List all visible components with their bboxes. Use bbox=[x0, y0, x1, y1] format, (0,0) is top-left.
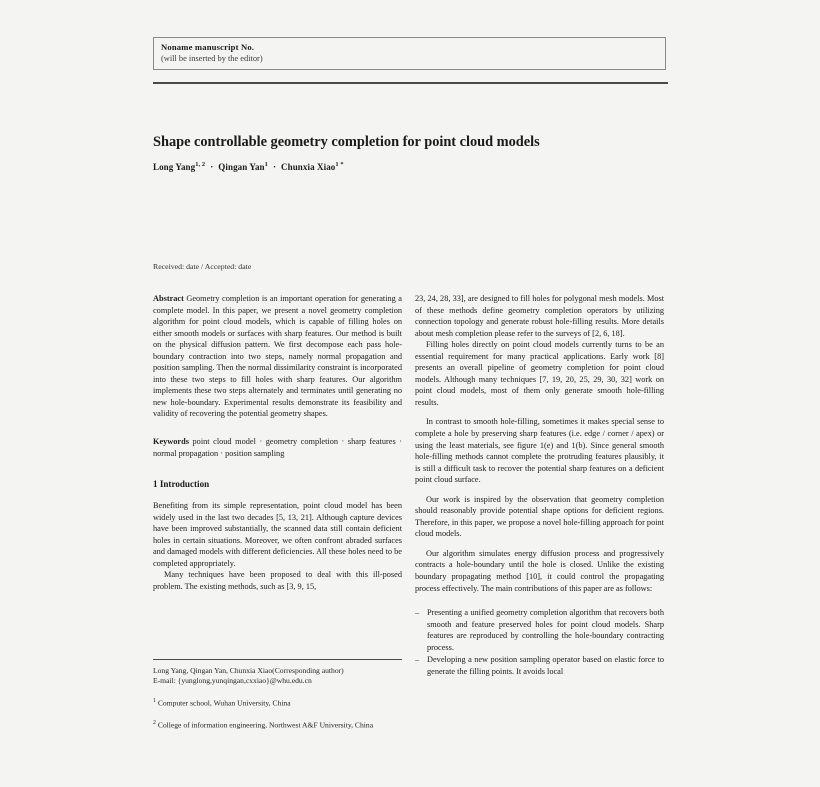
noname-manuscript-box bbox=[153, 37, 666, 70]
affiliation-marker: 1 bbox=[153, 697, 156, 704]
author-separator: · bbox=[272, 162, 277, 172]
author-entry bbox=[218, 162, 268, 172]
footnote-block bbox=[153, 659, 402, 731]
left-column bbox=[153, 293, 402, 592]
abstract-paragraph bbox=[153, 293, 402, 420]
list-item bbox=[415, 607, 664, 653]
keywords-paragraph bbox=[153, 436, 402, 459]
keywords-block bbox=[153, 436, 402, 459]
intro-paragraph-1: Benefiting from its simple representation, point cloud model has been widely used in the last two decades [5, 13, 21]. Although capture devices have been improved substantially, the scanned data still contain deficient holes in certain situations. Moreover, we often confront abraded surfaces and damaged models with different deficiencies. All these holes need to be completed appropriately. bbox=[153, 501, 402, 568]
page-title: Shape controllable geometry completion for point cloud models bbox=[153, 133, 540, 150]
footnote-divider-rule bbox=[153, 659, 402, 660]
author-entry bbox=[153, 162, 205, 172]
list-item-text: Developing a new position sampling operator based on elastic force to generate the filling points. It avoids local bbox=[427, 655, 664, 676]
bullet-marker: – bbox=[415, 655, 420, 665]
introduction-heading-block bbox=[153, 478, 402, 490]
author-separator: · bbox=[210, 162, 214, 172]
author-name: Qingan Yan bbox=[218, 162, 265, 172]
footnote-authors-line: Long Yang, Qingan Yan, Chunxia Xiao(Corresponding author) bbox=[153, 666, 344, 675]
paper-page bbox=[153, 0, 668, 787]
noname-manuscript-subtitle: (will be inserted by the editor) bbox=[161, 54, 263, 63]
header-divider-rule bbox=[153, 82, 668, 84]
abstract-label: Abstract bbox=[153, 294, 184, 303]
intro-paragraph-4: In contrast to smooth hole-filling, sometimes it makes special sense to complete a hole by preserving sharp features (i.e. edge / corner / apex) or using the least materials, see figure 1(e) and 1(b). Since general smooth hole-filling methods cannot complete the protruding features plausibly, it is still a difficult task to recover the potential sharp features on a deficient point cloud surface. bbox=[415, 417, 664, 485]
contributions-list bbox=[415, 607, 664, 677]
list-item bbox=[415, 654, 664, 677]
author-affiliation-marker: 1 bbox=[264, 161, 268, 168]
affiliation-1 bbox=[153, 696, 402, 709]
keywords-label: Keywords bbox=[153, 437, 189, 447]
author-affiliation-marker: 1, 2 bbox=[195, 161, 206, 168]
intro-paragraph-6: Our algorithm simulates energy diffusion process and progressively contracts a hole-boundary until the hole is closed. Unlike the existing boundary propagating method [10], it could control the propagating process effectively. The main contributions of this paper are as follows: bbox=[415, 548, 664, 593]
footnote-email-line: E-mail: {yunglong,yunqingan,cxxiao}@whu.edu.cn bbox=[153, 676, 312, 686]
list-item-text: Presenting a unified geometry completion algorithm that recovers both smooth and feature preserved holes for point cloud models. Sharp features are reproduced by controlling the hole-boundary contracting process. bbox=[427, 608, 664, 652]
intro-paragraph-5: Our work is inspired by the observation that geometry completion should reasonably provide potential shape options for deficient regions. Therefore, in this paper, we propose a novel hole-filling approach for point cloud models. bbox=[415, 494, 664, 539]
intro-paragraph-2-left: Many techniques have been proposed to deal with this ill-posed problem. The existing methods, such as [3, 9, 15, bbox=[153, 570, 402, 591]
author-name: Chunxia Xiao bbox=[281, 162, 336, 172]
keywords-text: point cloud model · geometry completion · sharp features · normal propagation · position sampling bbox=[153, 437, 403, 458]
author-affiliation-marker: 1 * bbox=[335, 161, 344, 168]
noname-manuscript-title: Noname manuscript No. bbox=[161, 42, 255, 52]
affiliation-text: Computer school, Wuhan University, China bbox=[157, 698, 291, 708]
affiliation-text: College of information engineering, Northwest A&F University, China bbox=[157, 720, 374, 730]
author-entry bbox=[281, 162, 344, 172]
author-name: Long Yang bbox=[153, 162, 196, 172]
received-accepted-line: Received: date / Accepted: date bbox=[153, 262, 252, 271]
affiliation-2 bbox=[153, 718, 402, 731]
abstract-text: Geometry completion is an important operation for generating a complete model. In this paper, we present a novel geometry completion algorithm for point cloud models, which is capable of filling holes on either smooth models or surfaces with sharp features. Our method is built on the physical diffusion pattern. We first decompose each pass hole-boundary contraction into two steps, namely normal propagation and position sampling. Then the normal dissimilarity constraint is incorporated into these two steps to fill holes with sharp features. Our algorithm implements these two steps alternately and terminates until generating no new hole-boundary. Experimental results demonstrate its feasibility and validity of recovering the potential geometry shapes. bbox=[153, 294, 402, 419]
author-list bbox=[153, 159, 668, 173]
bullet-marker: – bbox=[415, 608, 420, 618]
section-heading-introduction: 1 Introduction bbox=[153, 479, 210, 490]
intro-paragraph-3: Filling holes directly on point cloud models currently turns to be an essential requirement for many practical applications. Early work [8] presents an overall pipeline of geometry completion for point cloud models. Although many techniques [7, 19, 20, 25, 29, 30, 32] work on point cloud models, most of them only generate smooth hole-filling results. bbox=[415, 340, 664, 407]
right-column bbox=[415, 293, 664, 678]
affiliation-marker: 2 bbox=[153, 719, 156, 726]
intro-paragraph-2-right: 23, 24, 28, 33], are designed to fill holes for polygonal mesh models. Most of these methods define geometry completion operators by utilizing connection topology and generate robust hole-filling results. More details about mesh completion please refer to the surveys of [2, 6, 18]. bbox=[415, 294, 664, 338]
